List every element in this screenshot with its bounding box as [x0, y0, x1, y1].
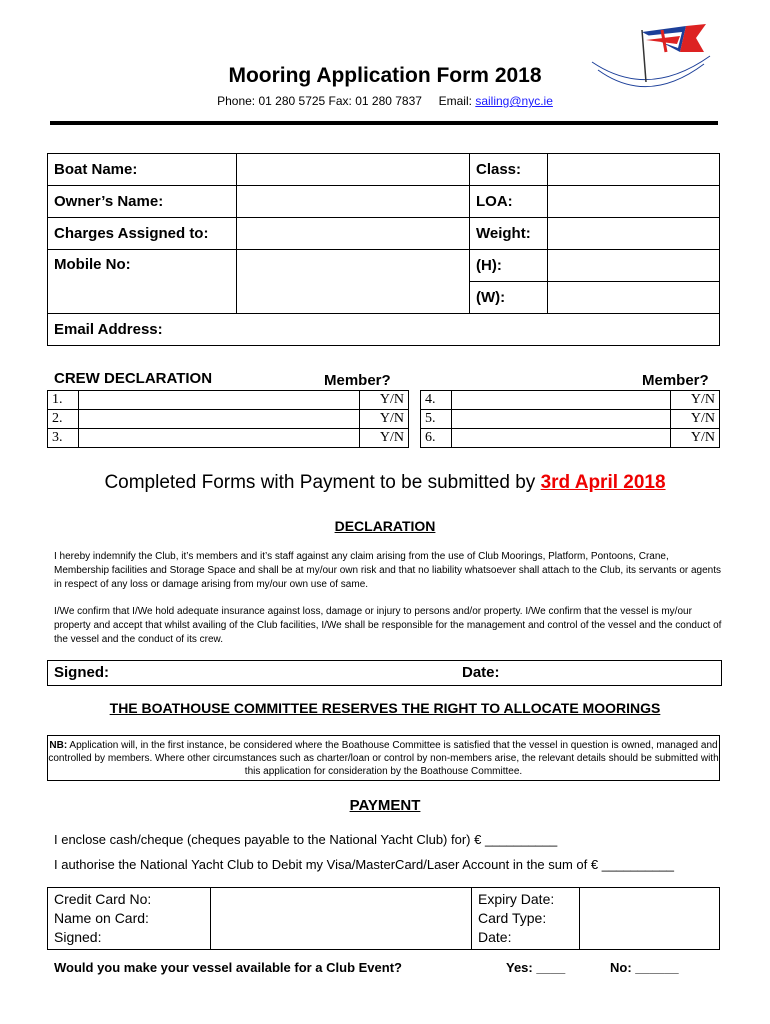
payment-cash-line[interactable]: I enclose cash/cheque (cheques payable to the National Yacht Club) for) € __________	[54, 832, 558, 847]
event-yes[interactable]: Yes: ____	[506, 960, 566, 975]
member-label-left: Member?	[324, 372, 391, 389]
boathouse-notice: THE BOATHOUSE COMMITTEE RESERVES THE RIGHT TO ALLOCATE MOORINGS	[109, 700, 661, 716]
card-labels-left	[48, 888, 211, 950]
date-label: Date:	[462, 664, 500, 681]
crew-row-number: 4.	[421, 391, 452, 410]
mobile-field[interactable]	[237, 250, 470, 314]
weight-field[interactable]	[548, 218, 720, 250]
crew-row	[421, 391, 720, 410]
crew-row	[421, 410, 720, 429]
card-labels-right	[472, 888, 580, 950]
crew-row-number: 3.	[48, 429, 79, 448]
signature-row[interactable]	[47, 660, 722, 686]
declaration-paragraph-1: I hereby indemnify the Club, it’s members and it’s staff against any claim arising from the use of Club Moorings, Platform, Pontoons, Crane, Membership facilities and Storage Space and shall be at my/our own risk and that no liability whatsoever shall attach to the Club, its servants or agents in respect of any loss or damage arising from my/our own use of same.	[54, 551, 722, 590]
nb-text: Application will, in the first instance, be considered where the Boathouse Committee is satisfied that the vessel in question is owned, managed and controlled by members. Where other circumstances such as charter/loan or control by non-members arise, the relevant details should be submitted with this application for consideration by the Boathouse Committee.	[48, 740, 719, 777]
member-yn[interactable]: Y/N	[671, 429, 720, 448]
card-fields-right[interactable]	[580, 888, 720, 950]
crew-name-field[interactable]	[452, 429, 671, 448]
work-phone-label: (W):	[470, 282, 548, 314]
member-yn[interactable]: Y/N	[360, 429, 409, 448]
submission-deadline	[0, 472, 770, 494]
card-fields-left[interactable]	[211, 888, 472, 950]
crew-table-right	[420, 390, 720, 448]
signed-label: Signed:	[54, 664, 109, 681]
deadline-text: Completed Forms with Payment to be submitted by	[104, 472, 536, 493]
form-title: Mooring Application Form 2018	[228, 64, 542, 87]
charges-label: Charges Assigned to:	[48, 218, 237, 250]
club-event-question: Would you make your vessel available for a Club Event?	[54, 960, 402, 975]
weight-label: Weight:	[470, 218, 548, 250]
crew-row	[421, 429, 720, 448]
crew-row-number: 6.	[421, 429, 452, 448]
charges-field[interactable]	[237, 218, 470, 250]
work-phone-field[interactable]	[548, 282, 720, 314]
name-on-card-label: Name on Card:	[54, 910, 149, 926]
email-address-label: Email Address:	[54, 321, 163, 338]
boat-name-field[interactable]	[237, 154, 470, 186]
owners-name-field[interactable]	[237, 186, 470, 218]
card-date-label: Date:	[478, 929, 512, 945]
member-yn[interactable]: Y/N	[360, 391, 409, 410]
member-yn[interactable]: Y/N	[671, 391, 720, 410]
nb-label: NB:	[49, 740, 68, 751]
class-field[interactable]	[548, 154, 720, 186]
email-link[interactable]: sailing@nyc.ie	[475, 94, 553, 108]
phone-fax: Phone: 01 280 5725 Fax: 01 280 7837	[217, 94, 422, 108]
class-label: Class:	[470, 154, 548, 186]
crew-row-number: 1.	[48, 391, 79, 410]
member-yn[interactable]: Y/N	[360, 410, 409, 429]
event-no[interactable]: No: ______	[610, 960, 679, 975]
loa-field[interactable]	[548, 186, 720, 218]
declaration-heading: DECLARATION	[334, 518, 436, 534]
credit-card-label: Credit Card No:	[54, 891, 152, 907]
crew-name-field[interactable]	[79, 391, 360, 410]
mobile-label: Mobile No:	[48, 250, 237, 314]
nb-notice	[47, 735, 720, 781]
crew-name-field[interactable]	[79, 410, 360, 429]
crew-row	[48, 429, 409, 448]
boat-info-table	[47, 153, 720, 346]
expiry-label: Expiry Date:	[478, 891, 555, 907]
declaration-paragraph-2: I/We confirm that I/We hold adequate insurance against loss, damage or injury to persons and/or property. I/We confirm that the vessel is my/our property and accept that whilst availing of the Club facilities, I/We shall be responsible for the management and control of the vessel and the conduct of the vessel and the conduct of its crew.	[54, 606, 722, 645]
home-phone-label: (H):	[470, 250, 548, 282]
crew-row	[48, 391, 409, 410]
header-divider	[50, 121, 718, 125]
crew-name-field[interactable]	[452, 410, 671, 429]
deadline-date: 3rd April 2018	[540, 472, 666, 493]
email-label: Email:	[438, 94, 472, 108]
member-yn[interactable]: Y/N	[671, 410, 720, 429]
contact-line	[0, 94, 770, 108]
owners-name-label: Owner’s Name:	[48, 186, 237, 218]
crew-name-field[interactable]	[79, 429, 360, 448]
card-details-table	[47, 887, 720, 950]
email-address-field[interactable]	[48, 314, 720, 346]
crew-name-field[interactable]	[452, 391, 671, 410]
card-type-label: Card Type:	[478, 910, 547, 926]
loa-label: LOA:	[470, 186, 548, 218]
crew-row-number: 2.	[48, 410, 79, 429]
card-signed-label: Signed:	[54, 929, 102, 945]
home-phone-field[interactable]	[548, 250, 720, 282]
crew-row-number: 5.	[421, 410, 452, 429]
crew-table-left	[47, 390, 409, 448]
crew-row	[48, 410, 409, 429]
payment-debit-line[interactable]: I authorise the National Yacht Club to Debit my Visa/MasterCard/Laser Account in the sum of € __________	[54, 857, 675, 872]
boat-name-label: Boat Name:	[48, 154, 237, 186]
member-label-right: Member?	[642, 372, 709, 389]
crew-declaration-heading: CREW DECLARATION	[54, 370, 213, 387]
payment-heading: PAYMENT	[349, 797, 421, 814]
